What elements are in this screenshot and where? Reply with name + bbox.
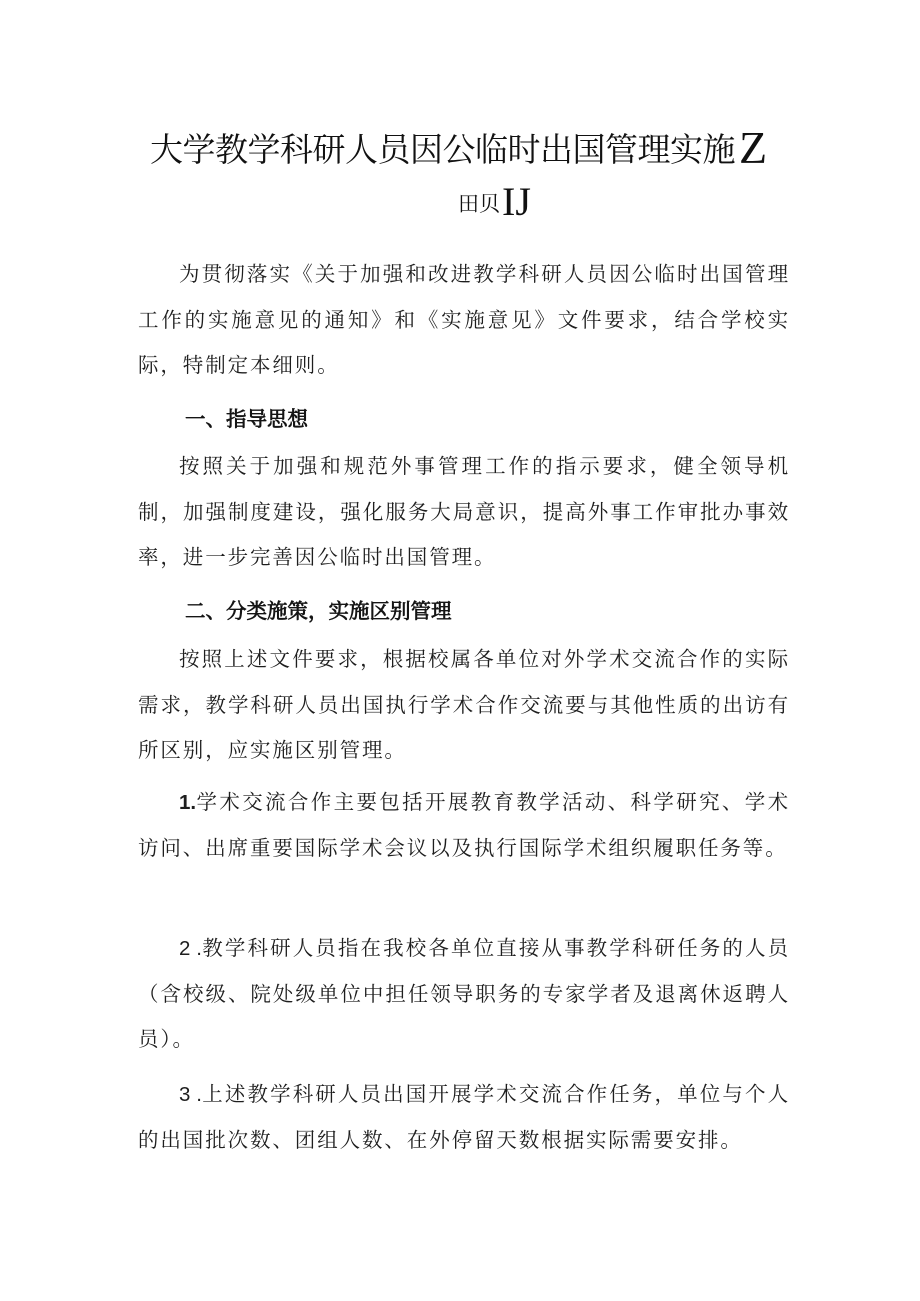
section1-paragraph: 按照关于加强和规范外事管理工作的指示要求，健全领导机制，加强制度建设，强化服务大局意识，提高外事工作审批办事效率，进一步完善因公临时出国管理。	[138, 454, 790, 569]
document-title-continued	[458, 180, 531, 226]
list-item-3-text: 上述教学科研人员出国开展学术交流合作任务，单位与个人的出国批次数、团组人数、在外停留天数根据实际需要安排。	[138, 1082, 790, 1152]
section-heading-classified-management: 二、分类施策，实施区别管理	[185, 599, 452, 623]
title-tail: Z	[739, 122, 767, 173]
list-item-2-text: 教学科研人员指在我校各单位直接从事教学科研任务的人员（含校级、院处级单位中担任领导职务的专家学者及退离休返聘人员）。	[138, 936, 790, 1051]
list-item-3	[138, 1072, 790, 1163]
list-item-1	[138, 780, 790, 871]
intro-paragraph: 为贯彻落实《关于加强和改进教学科研人员因公临时出国管理工作的实施意见的通知》和《实施意见》文件要求，结合学校实际，特制定本细则。	[138, 262, 790, 377]
list-item-2	[138, 926, 790, 1063]
title-text-continued: 田贝	[458, 192, 500, 216]
list-item-2-number: 2 .	[179, 937, 203, 960]
section-heading-guiding-ideology: 一、指导思想	[185, 407, 308, 431]
section2-paragraph: 按照上述文件要求，根据校属各单位对外学术交流合作的实际需求，教学科研人员出国执行学术合作交流要与其他性质的出访有所区别，应实施区别管理。	[138, 647, 790, 762]
title-text: 大学教学科研人员因公临时出国管理实施	[150, 130, 735, 169]
document-title	[150, 122, 790, 173]
list-item-3-number: 3 .	[179, 1083, 203, 1106]
list-item-1-text: 学术交流合作主要包括开展教育教学活动、科学研究、学术访问、出席重要国际学术会议以及执行国际学术组织履职任务等。	[138, 790, 790, 860]
title-tail-continued: IJ	[502, 179, 531, 224]
list-item-1-number: 1.	[179, 791, 197, 814]
